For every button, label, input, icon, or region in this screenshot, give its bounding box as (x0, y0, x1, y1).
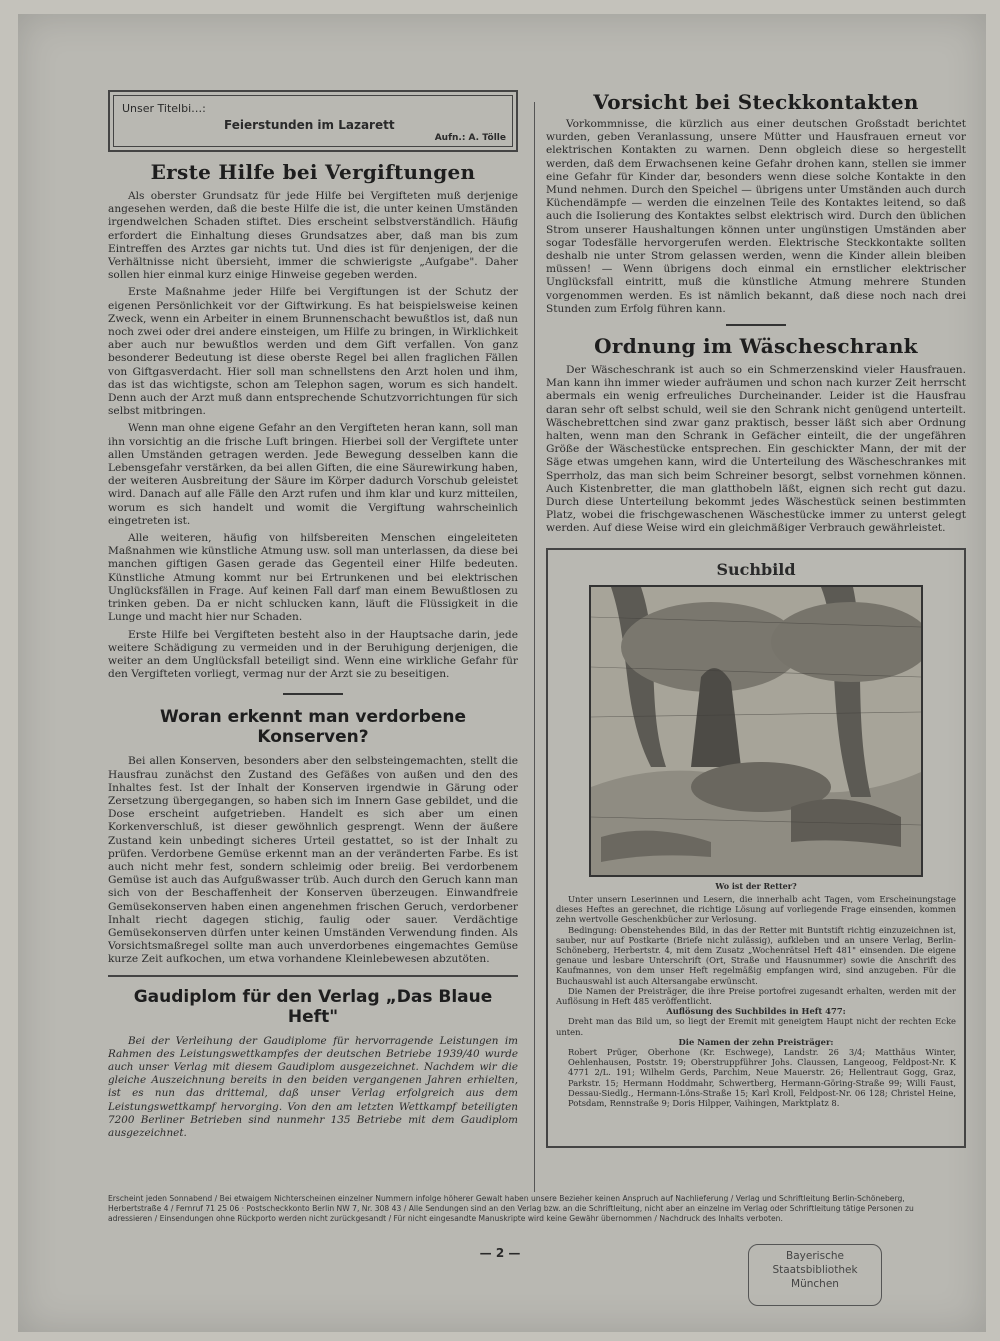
left-column (108, 90, 518, 1190)
puzzle-winners-list: Robert Prüger, Oberhone (Kr. Eschwege), Landstr. 26 3/4; Matthäus Winter, Oehlenhausen, Poststr. 19; Oberstruppführer Johs. Claussen, Langeoog, Feldpost-Nr. K 4771 2/L. 191; Wilhelm Gerds, Parchim, Neue Mauerstr. 26; Hellentraut Gogg, Graz, Parkstr. 15; Hermann Hoddmahr, Schwertberg, Hermann-Göring-Straße 99; Willi Faust, Dessau-Siedlg., Hermann-Löns-Straße 15; Karl Kroll, Feldpost-Nr. 06 128; Christel Heine, Potsdam, Rennstraße 9; Doris Hilpper, Vaihingen, Marktplatz 8. (568, 1046, 956, 1108)
puzzle-conditions: Bedingung: Obenstehendes Bild, in das der Retter mit Buntstift richtig einzuzeichnen ist, sauber, nur auf Postkarte (Briefe nicht zulässig), aufkleben und an unsere Verlag, Berlin-Schöneberg, Herbertstr. 4, mit dem Zusatz „Wochenrätsel Heft 481" einsenden. Die eigene genaue und lesbare Unterschrift (Ort, Straße und Hausnummer) sowie die Anschrift des Kaufmannes, von dem unser Heft regelmäßig empfangen wird, sind anzugeben. Für die Buchauswahl ist auch Altersangabe erwünscht. (556, 924, 956, 986)
puzzle-text (556, 881, 956, 1108)
article-heading: Woran erkennt man verdorbene Konserven? (159, 707, 466, 748)
newspaper-page (18, 14, 986, 1332)
library-stamp (748, 1244, 882, 1306)
puzzle-winners-note: Die Namen der Preisträger, die ihre Preise portofrei zugesandt erhalten, werden mit der Auflösung in Heft 485 veröffentlicht. (556, 985, 956, 1006)
page-number: — 2 — (479, 1246, 521, 1260)
puzzle-picture-box (546, 548, 966, 1148)
section-rule (283, 693, 343, 695)
puzzle-question: Wo ist der Retter? (715, 880, 797, 891)
article-linen-cupboard (546, 334, 966, 536)
article-paragraph: Wenn man ohne eigene Gefahr an den Vergifteten heran kann, soll man ihn vorsichtig an die frische Luft bringen. Hierbei soll der Vergiftete unter allen Umständen getragen werden. Jede Bewegung desselben kann die Lebensgefahr verstärken, da bei allen Giften, die eine Säurewirkung haben, der weiteren Ausbreitung der Säure im Körper dadurch Vorschub geleistet wird. Danach auf alle Fälle den Arzt rufen und ihm klar und kurz mitteilen, worum es sich handelt und womit die Vergiftung wahrscheinlich eingetreten ist. (108, 422, 518, 527)
stamp-line: München (791, 1278, 839, 1290)
column-divider (534, 102, 535, 1192)
stamp-line: Bayerische (786, 1250, 844, 1262)
cover-caption-title: Feierstunden im Lazarett (224, 118, 395, 132)
puzzle-solution-heading: Auflösung des Suchbildes in Heft 477: (666, 1006, 846, 1017)
article-paragraph: Bei allen Konserven, besonders aber den selbsteingemachten, stellt die Hausfrau zunächst den Zustand des Gefäßes von außen und den des Inhaltes fest. Ist der Inhalt der Konserven irgendwie in Gärung oder Zersetzung übergegangen, so haben sich im Innern Gase gebildet, und die Dose erscheint aufgetrieben. Handelt es sich aber um einen Korkenverschluß, ist dieser gewöhnlich gesprengt. Wenn der äußere Zustand kein unbedingt sicheres Urteil gestattet, so ist der Inhalt zu prüfen. Verdorbene Gemüse erkennt man an der veränderten Farbe. Es ist auch nicht mehr fest, sondern schleimig oder breiig. Bei verdorbenem Gemüse ist auch das Aufgußwasser trüb. Auch durch den Geruch kann man sich von der Beschaffenheit der Konserven überzeugen. Einwandfreie Gemüsekonserven haben einen angenehmen frischen Geruch, verdorbener Inhalt riecht dagegen stichig, faulig oder sauer. Verdächtige Gemüsekonserven dürfen unter keinen Umständen Verwendung finden. Als Vorsichtsmaßregel sollte man auch unverdorbenes eingemachtes Gemüse kurze Zeit aufkochen, um etwa vorhandene Kleinlebewesen abzutöten. (108, 755, 518, 966)
article-paragraph: Vorkommnisse, die kürzlich aus einer deutschen Großstadt berichtet wurden, geben Veranlassung, unsere Mütter und Hausfrauen erneut vor elektrischen Kontakten zu warnen. Denn obgleich diese so hergestellt werden, daß dem Erwachsenen keine Gefahr drohen kann, stellen sie immer eine Gefahr für Kinder dar, besonders wenn diese solche Kontakte in den Mund nehmen. Durch den Speichel — übrigens unter Umständen auch durch Küchendämpfe — werden die einzelnen Teile des Kontaktes leitend, so daß auch die Isolierung des Kontaktes selbst elektrisch wird. Durch den üblichen Strom unserer Haushaltungen können unter ungünstigen Umständen aber sogar Todesfälle hervorgerufen werden. Elektrische Steckkontakte sollten deshalb nie unter Strom gelassen werden, wenn die Kinder allein bleiben müssen! — Wenn übrigens doch einmal ein ernstlicher elektrischer Unglücksfall eintritt, muß die künstliche Atmung mehrere Stunden vorgenommen werden. Es ist nämlich bekannt, daß diese noch nach drei Stunden zum Erfolg führen kann. (546, 118, 966, 315)
right-column (546, 90, 966, 1190)
article-heading: Gaudiplom für den Verlag „Das Blaue Heft" (133, 986, 493, 1027)
puzzle-intro: Unter unsern Leserinnen und Lesern, die innerhalb acht Tagen, vom Erscheinungstage dieses Heftes an gerechnet, die richtige Lösung auf vorliegende Frage einsenden, kommen zehn wertvolle Geschenkbücher zur Verlosung. (556, 893, 956, 925)
article-paragraph: Bei der Verleihung der Gaudiplome für hervorragende Leistungen im Rahmen des Leistungswettkampfes der deutschen Betriebe 1939/40 wurde auch unser Verlag mit diesem Gaudiplom ausgezeichnet. Nachdem wir die gleiche Auszeichnung bereits in den beiden vergangenen Jahren erhielten, ist es nun das drittemal, daß unser Verlag erfolgreich aus dem Leistungswettkampf hervorging. Von den am letzten Wettkampf beteiligten 7200 Berliner Betrieben sind nunmehr 135 Betriebe mit dem Gaudiplom ausgezeichnet. (108, 1034, 518, 1139)
puzzle-heading: Suchbild (716, 559, 796, 579)
section-rule (108, 975, 518, 977)
cover-photo-credit: Aufn.: A. Tölle (434, 133, 506, 143)
article-heading: Ordnung im Wäscheschrank (594, 334, 918, 359)
article-paragraph: Alle weiteren, häufig von hilfsbereiten Menschen eingeleiteten Maßnahmen wie künstliche Atmung usw. soll man unterlassen, da diese bei manchen giftigen Gasen gerade das Gegenteil einer Hilfe bedeuten. Künstliche Atmung kommt nur bei Ertrunkenen und bei elektrischen Unglücksfällen in Frage. Auf keinen Fall darf man einem Bewußtlosen zu trinken geben. Da er nicht schlucken kann, läuft die Flüssigkeit in die Lunge und macht hier nur Schaden. (108, 532, 518, 624)
puzzle-winners-heading: Die Namen der zehn Preisträger: (678, 1036, 834, 1047)
article-paragraph: Der Wäscheschrank ist auch so ein Schmerzenskind vieler Hausfrauen. Man kann ihn immer wieder aufräumen und schon nach kurzer Zeit herrscht abermals ein wenig erfreuliches Durcheinander. Leider ist die Hausfrau daran sehr oft selbst schuld, weil sie den Schrank nicht genügend unterteilt. Wäschebrettchen sind zwar ganz praktisch, besser läßt sich aber Ordnung halten, wenn man den Schrank in Gefächer einteilt, die der ungefähren Größe der Wäschestücke entsprechen. Ein geschickter Mann, der mit der Säge etwas umgehen kann, wird die Unterteilung des Wäscheschrankes mit Sperrholz, das man sich beim Schreiner besorgt, selbst vornehmen können. Auch Kistenbretter, die man glatthobeln läßt, eignen sich recht gut dazu. Durch diese Unterteilung bekommt jedes Wäschestück seinen bestimmten Platz, wobei die frischgewaschenen Wäschestücke immer zu unterst gelegt werden. Auf diese Weise wird ein gleichmäßiger Verbrauch gewährleistet. (546, 364, 966, 535)
article-plug-sockets (546, 90, 966, 316)
section-rule (726, 324, 786, 326)
article-gaudiplom (108, 987, 518, 1141)
article-heading: Vorsicht bei Steckkontakten (593, 90, 919, 114)
cover-caption-box (108, 90, 518, 152)
article-paragraph: Erste Hilfe bei Vergifteten besteht also in der Hauptsache darin, jede weitere Schädigung zu vermeiden und in der Beruhigung derjenigen, die weiter an dem Unglücksfall beteiligt sind. Wenn eine wirkliche Gefahr für den Vergifteten vorliegt, vermag nur der Arzt sie zu beseitigen. (108, 628, 518, 681)
article-first-aid (108, 160, 518, 681)
stamp-line: Staatsbibliothek (772, 1264, 858, 1276)
puzzle-illustration (589, 585, 923, 877)
cover-caption-label: Unser Titelbi…: (122, 102, 206, 115)
article-paragraph: Erste Maßnahme jeder Hilfe bei Vergiftungen ist der Schutz der eigenen Persönlichkeit vor der Giftwirkung. Es hat beispielsweise keinen Zweck, wenn ein Arbeiter in einem Brunnenschacht bewußtlos ist, daß nun noch zwei oder drei andere einsteigen, um Hilfe zu bringen, in Wirklichkeit aber auch nur bewußtlos werden und dem Gift verfallen. Von ganz besonderer Bedeutung ist diese oberste Regel bei allen fraglichen Fällen von Giftgasverdacht. Hier soll man schnellstens den Arzt holen und ihm, das ist das wichtigste, schon am Telephon sagen, worum es sich handelt. Denn auch der Arzt muß dann entsprechende Schutzvorrichtungen für sich selbst mitbringen. (108, 286, 518, 418)
puzzle-solution: Dreht man das Bild um, so liegt der Eremit mit geneigtem Haupt nicht der rechten Ecke unten. (556, 1016, 956, 1037)
article-heading: Erste Hilfe bei Vergiftungen (150, 160, 476, 184)
article-paragraph: Als oberster Grundsatz für jede Hilfe bei Vergifteten muß derjenige angesehen werden, daß die beste Hilfe die ist, die unter keinen Umständen irgendwelchen Schaden stiftet. Dies erscheint selbstverständlich. Häufig erfordert die Einhaltung dieses Grundsatzes aber, daß man bis zum Eintreffen des Arztes gar nichts tut. Und dies ist für denjenigen, der die Verhältnisse nicht übersieht, immer die schwierigste „Aufgabe". Daher sollen hier einmal kurz einige Hinweise gegeben werden. (108, 190, 518, 282)
imprint-footer: Erscheint jeden Sonnabend / Bei etwaigem Nichterscheinen einzelner Nummern infolge höherer Gewalt haben unsere Bezieher keinen Anspruch auf Nachlieferung / Verlag und Schriftleitung Berlin-Schöneberg, Herbertstraße 4 / Fernruf 71 25 06 · Postscheckkonto Berlin NW 7, Nr. 308 43 / Alle Sendungen sind an den Verlag bzw. an die Schriftleitung, nicht aber an einzelne im Verlag oder Schriftleitung tätige Personen zu adressieren / Einsendungen ohne Rückporto werden nicht zurückgesandt / Für nicht eingesandte Manuskripte wird keine Gewähr übernommen / Nachdruck des Inhalts verboten. (108, 1194, 914, 1223)
article-preserves (108, 707, 518, 966)
